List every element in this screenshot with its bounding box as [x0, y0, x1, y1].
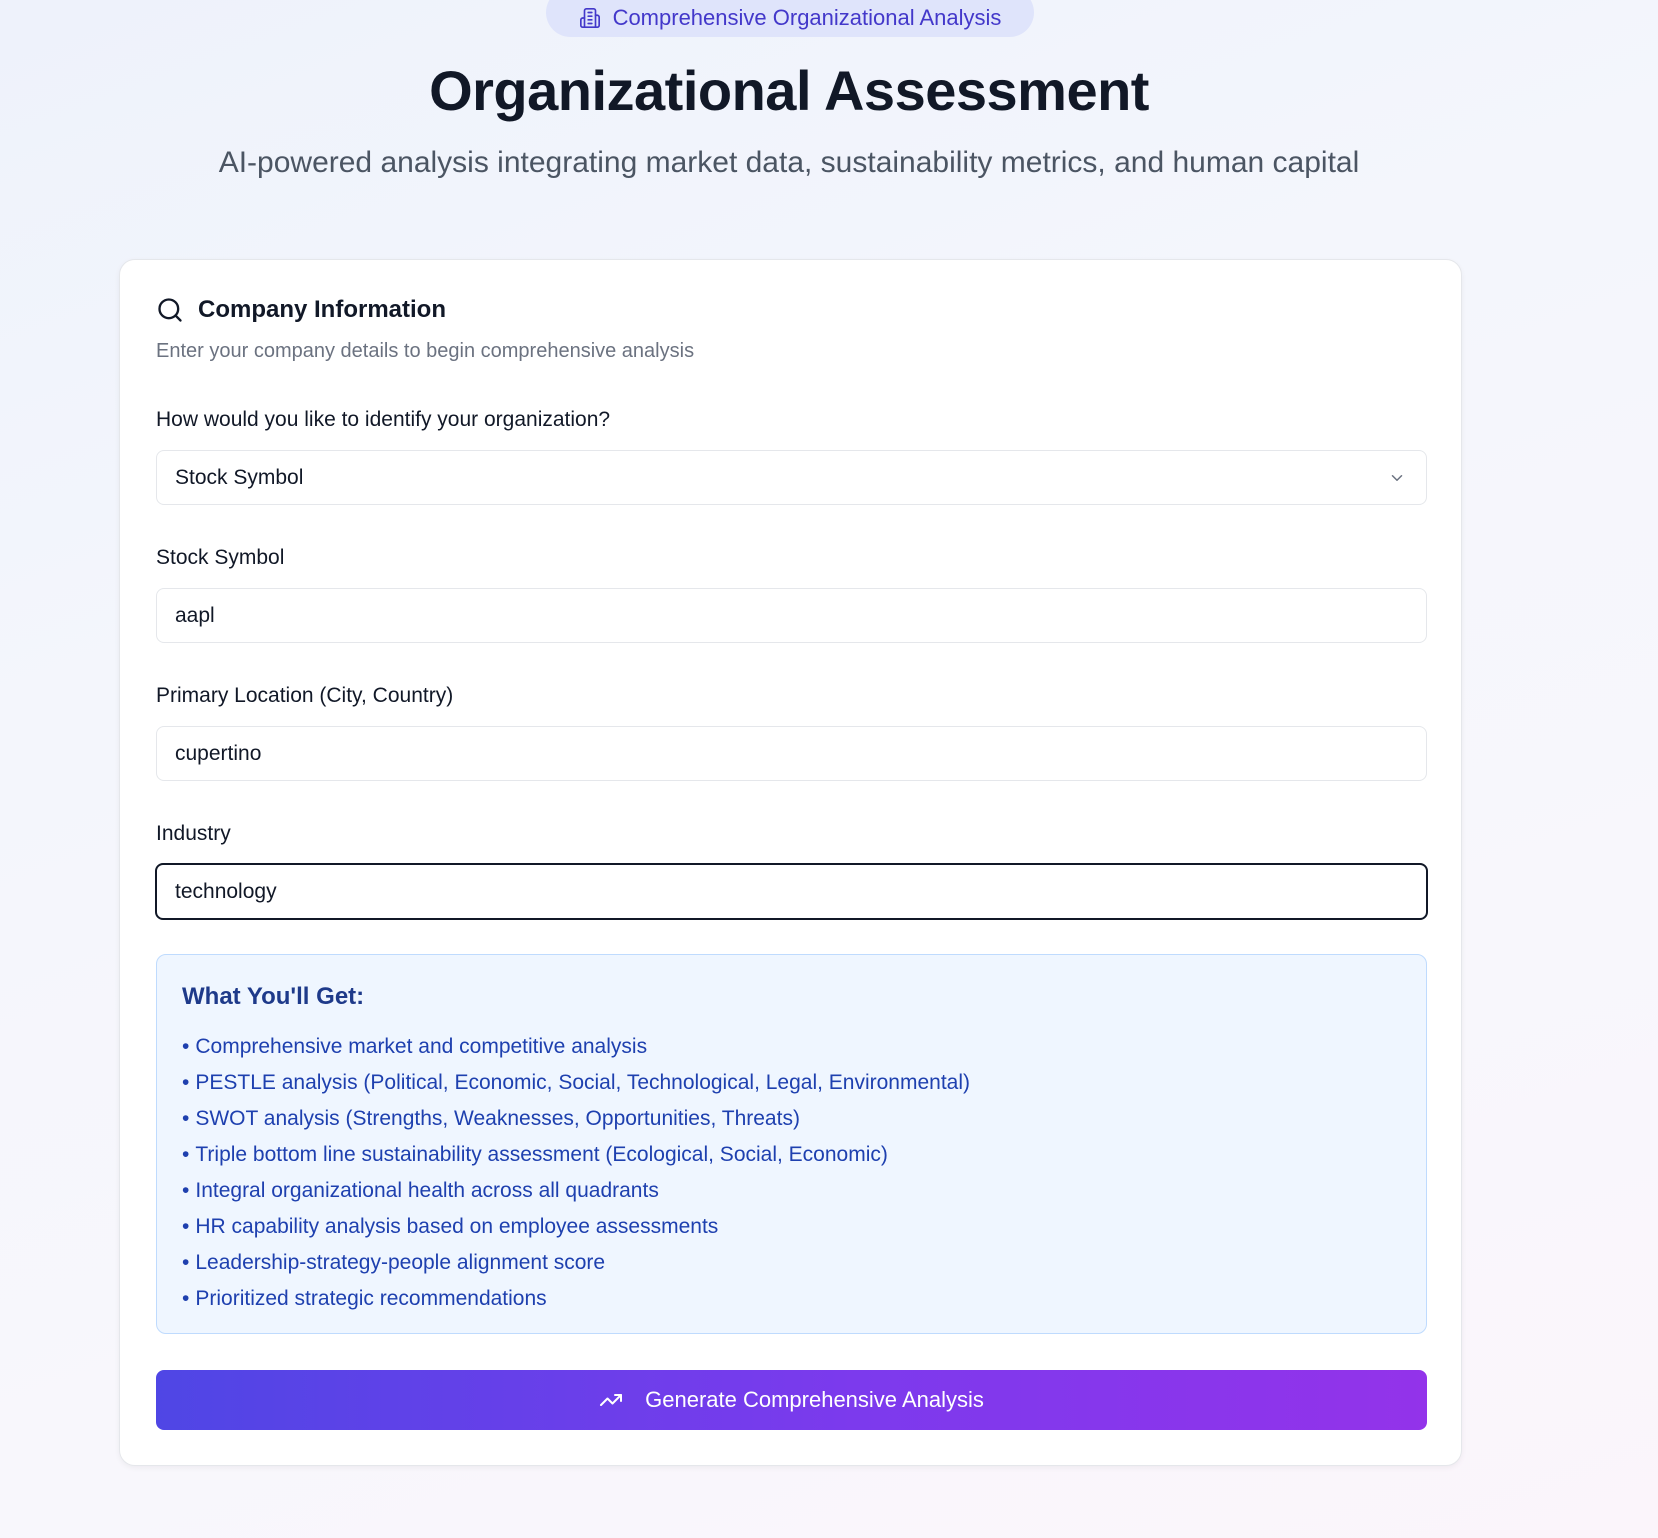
industry-input[interactable] [175, 880, 1426, 904]
page-title: Organizational Assessment [429, 59, 1149, 122]
industry-label: Industry [156, 822, 231, 845]
list-item: • Leadership-strategy-people alignment score [182, 1251, 606, 1274]
chevron-down-icon [1388, 469, 1406, 487]
list-item: • SWOT analysis (Strengths, Weaknesses, Opportunities, Threats) [182, 1107, 800, 1130]
features-info-box [156, 954, 1427, 1334]
location-input[interactable] [175, 742, 1426, 766]
identify-method-select[interactable] [156, 450, 1427, 505]
trending-up-icon [599, 1388, 623, 1412]
section-badge [546, 0, 1034, 37]
info-title: What You'll Get: [182, 983, 365, 1010]
identify-method-label: How would you like to identify your organization? [156, 408, 611, 431]
company-information-card [119, 259, 1462, 1466]
list-item: • Triple bottom line sustainability assessment (Ecological, Social, Economic) [182, 1143, 888, 1166]
stock-symbol-label: Stock Symbol [156, 546, 285, 569]
stock-symbol-input[interactable] [175, 604, 1426, 628]
location-label: Primary Location (City, Country) [156, 684, 454, 707]
list-item: • Comprehensive market and competitive analysis [182, 1035, 648, 1058]
industry-field-wrapper [155, 863, 1428, 920]
generate-button-label: Generate Comprehensive Analysis [645, 1387, 984, 1412]
search-icon [156, 296, 184, 324]
badge-label: Comprehensive Organizational Analysis [612, 4, 1002, 30]
identify-method-value: Stock Symbol [175, 465, 304, 489]
location-field-wrapper [156, 726, 1427, 781]
list-item: • Integral organizational health across all quadrants [182, 1179, 659, 1202]
list-item: • Prioritized strategic recommendations [182, 1287, 547, 1310]
page-subtitle: AI-powered analysis integrating market data, sustainability metrics, and human capital [218, 146, 1360, 179]
generate-analysis-button[interactable] [156, 1370, 1427, 1430]
feature-list [182, 1029, 970, 1317]
card-header [156, 296, 446, 324]
list-item: • PESTLE analysis (Political, Economic, Social, Technological, Legal, Environmental) [182, 1071, 971, 1094]
list-item: • HR capability analysis based on employee assessments [182, 1215, 719, 1238]
building-icon [579, 7, 601, 29]
stock-symbol-field-wrapper [156, 588, 1427, 643]
card-description: Enter your company details to begin comprehensive analysis [156, 340, 695, 362]
card-title: Company Information [198, 296, 447, 323]
